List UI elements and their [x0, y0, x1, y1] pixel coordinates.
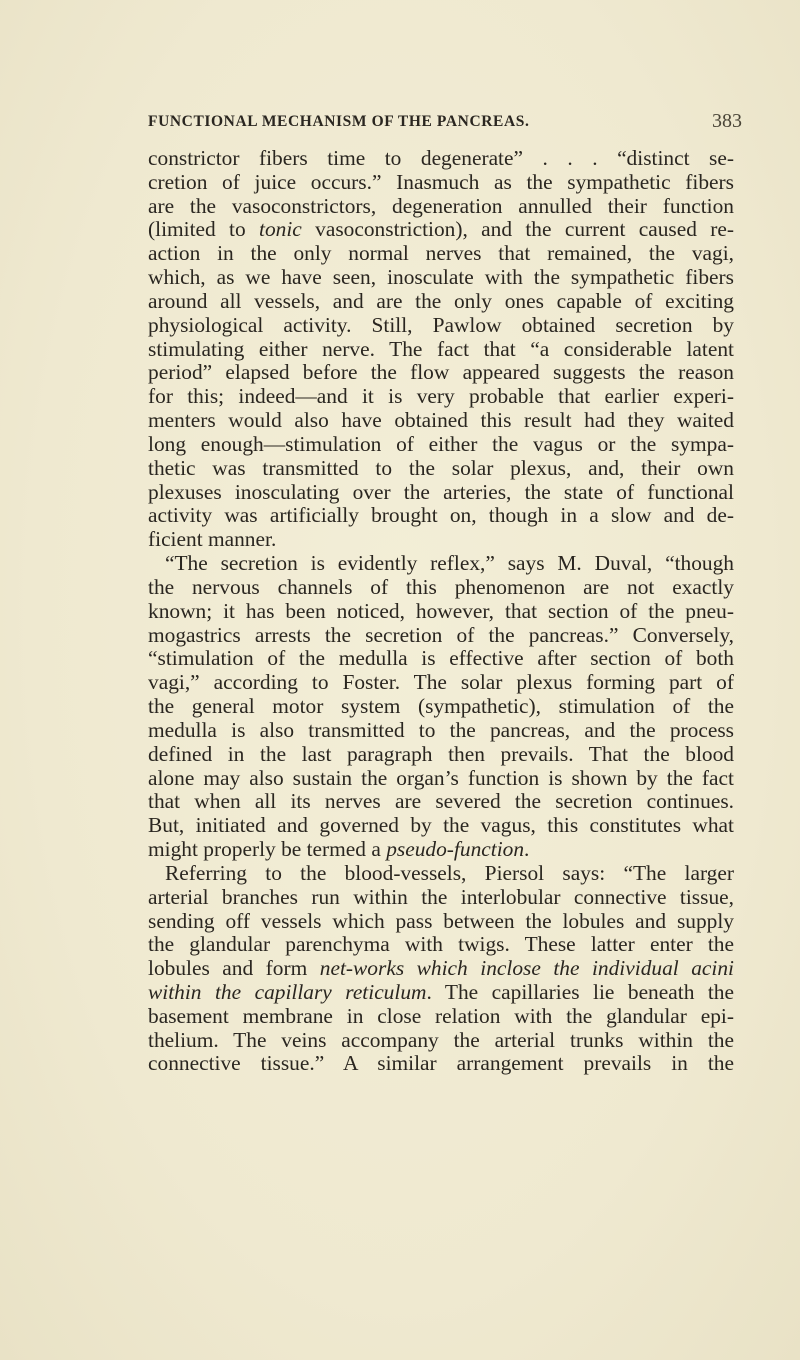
text-line: “The secretion is evidently reflex,” says M. Duval, “though [165, 551, 734, 576]
text-line: constrictor fibers time to degenerate” . . . “distinct se- [148, 146, 734, 170]
running-title: FUNCTIONAL MECHANISM OF THE PANCREAS. [148, 113, 530, 130]
text-line: menters would also have obtained this result had they waited [148, 408, 734, 433]
text-line: long enough—stimulation of either the vagus or the sympa- [148, 431, 734, 456]
text-line: (limited to tonic vasoconstriction), and the current caused re- [148, 217, 734, 242]
italic-phrase: within the capillary reticulum [148, 979, 427, 1004]
text-line: thelium. The veins accompany the arterial trunks within the [148, 1027, 734, 1052]
text-line: thetic was transmitted to the solar plexus, and, their own [148, 455, 734, 480]
text-line: around all vessels, and are the only ones capable of exciting [148, 288, 734, 313]
text-line: defined in the last paragraph then prevails. That the blood [148, 741, 734, 766]
text-line: ficient manner. [148, 527, 277, 552]
text-line: basement membrane in close relation with the glandular epi- [148, 1003, 734, 1028]
text-line: stimulating either nerve. The fact that “a considerable latent [148, 336, 734, 361]
text-line: that when all its nerves are severed the secretion continues. [148, 789, 734, 814]
text-line: mogastrics arrests the secretion of the pancreas.” Conversely, [148, 622, 734, 647]
text-line: within the capillary reticulum. The capillaries lie beneath the [148, 979, 734, 1004]
text-line: known; it has been noticed, however, that section of the pneu- [148, 598, 734, 623]
italic-phrase: tonic [259, 217, 302, 242]
text-line: might properly be termed a pseudo-function. [148, 837, 530, 862]
text-line: period” elapsed before the flow appeared suggests the reason [148, 360, 734, 385]
text-line: are the vasoconstrictors, degeneration annulled their function [148, 193, 734, 218]
text-line: the glandular parenchyma with twigs. These latter enter the [148, 932, 734, 957]
italic-phrase: pseudo-function [386, 837, 525, 862]
text-line: lobules and form net-works which inclose the individual acini [148, 956, 734, 981]
body-text [148, 147, 734, 1076]
page-number: 383 [712, 110, 742, 132]
text-line: vagi,” according to Foster. The solar plexus forming part of [148, 670, 734, 695]
text-line: the nervous channels of this phenomenon are not exactly [148, 574, 734, 599]
text-line: action in the only normal nerves that remained, the vagi, [148, 241, 734, 266]
text-line: Referring to the blood-vessels, Piersol says: “The larger [165, 860, 734, 885]
text-line: cretion of juice occurs.” Inasmuch as the sympathetic fibers [148, 169, 734, 194]
text-line: which, as we have seen, inosculate with the sympathetic fibers [148, 265, 734, 290]
text-line: physiological activity. Still, Pawlow obtained secretion by [148, 312, 734, 337]
italic-phrase: net-works which inclose the individual acini [319, 956, 734, 981]
text-line: connective tissue.” A similar arrangement prevails in the [148, 1051, 734, 1076]
text-line: alone may also sustain the organ’s function is shown by the fact [148, 765, 734, 790]
text-line: But, initiated and governed by the vagus, this constitutes what [148, 813, 734, 838]
text-line: the general motor system (sympathetic), stimulation of the [148, 694, 734, 719]
text-line: plexuses inosculating over the arteries, the state of functional [148, 479, 734, 504]
text-line: sending off vessels which pass between the lobules and supply [148, 908, 734, 933]
text-line: for this; indeed—and it is very probable that earlier experi- [148, 384, 734, 409]
text-line: medulla is also transmitted to the pancreas, and the process [148, 717, 734, 742]
text-line: activity was artificially brought on, though in a slow and de- [148, 503, 734, 528]
text-line: “stimulation of the medulla is effective after section of both [148, 646, 734, 671]
page-header [148, 110, 742, 135]
text-line: arterial branches run within the interlobular connective tissue, [148, 884, 734, 909]
